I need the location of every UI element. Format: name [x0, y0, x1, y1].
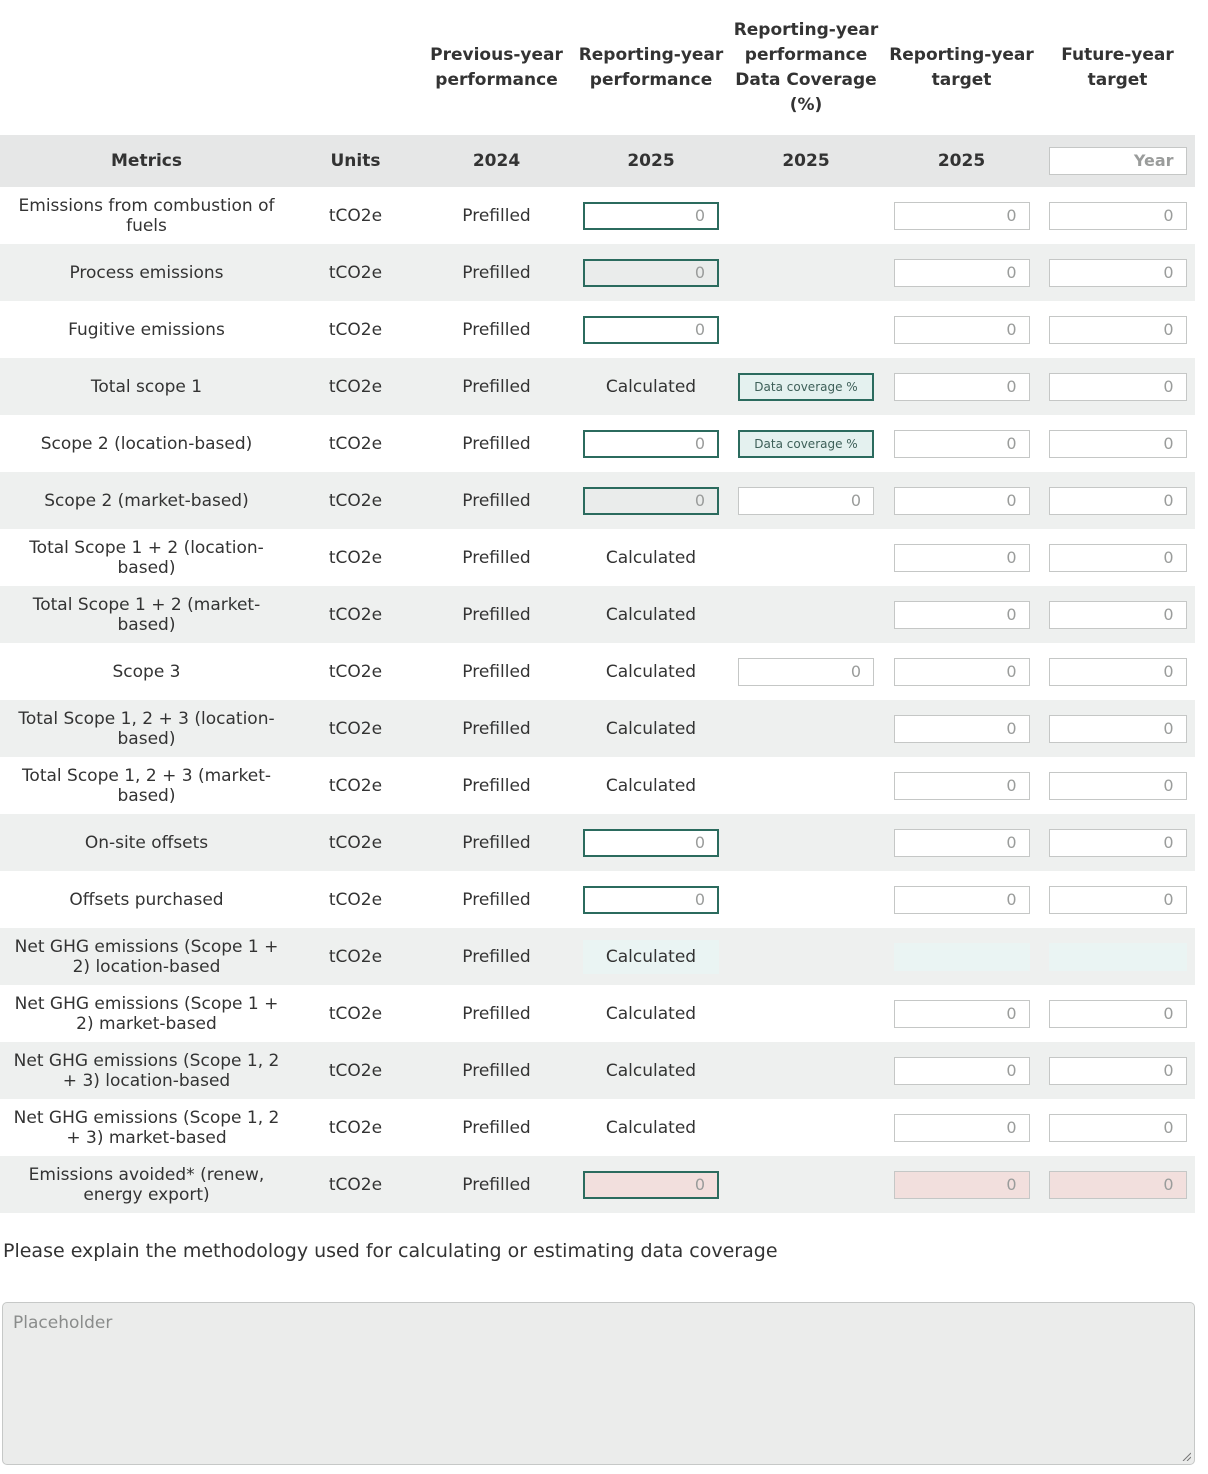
table-row — [0, 415, 1195, 472]
future-year-target-cell — [1040, 1099, 1195, 1156]
unit-label: tCO2e — [328, 319, 383, 340]
future-year-target-input[interactable]: 0 — [1049, 772, 1187, 800]
future-year-target-cell — [1040, 187, 1195, 244]
previous-year-value: Prefilled — [462, 490, 531, 511]
table-row — [0, 187, 1195, 244]
metric-name: Emissions avoided* (renew, energy export) — [28, 1164, 265, 1205]
coverage-cell — [730, 358, 882, 415]
coverage-cell — [730, 472, 882, 529]
unit-label: tCO2e — [328, 1003, 383, 1024]
reporting-year-target-input[interactable]: 0 — [894, 658, 1030, 686]
unit-label: tCO2e — [328, 547, 383, 568]
future-year-target-cell — [1040, 415, 1195, 472]
metric-name: Net GHG emissions (Scope 1 + 2) market-based — [14, 993, 279, 1034]
reporting-year-cell — [575, 529, 727, 586]
future-year-target-input[interactable]: 0 — [1049, 487, 1187, 515]
calculated-value: Calculated — [605, 1003, 697, 1024]
year-row — [0, 135, 1195, 187]
reporting-year-target-cell — [885, 1042, 1038, 1099]
table-row — [0, 643, 1195, 700]
future-year-target-input[interactable]: 0 — [1049, 658, 1187, 686]
future-year-target-input[interactable]: 0 — [1049, 430, 1187, 458]
reporting-year-cell — [575, 871, 727, 928]
reporting-year-target-input[interactable]: 0 — [894, 259, 1030, 287]
table-row — [0, 529, 1195, 586]
reporting-year-cell — [575, 244, 727, 301]
coverage-cell — [730, 586, 882, 643]
metric-name: On-site offsets — [84, 832, 209, 853]
future-year-target-cell — [1040, 757, 1195, 814]
unit-label: tCO2e — [328, 1174, 383, 1195]
table-row — [0, 1099, 1195, 1156]
previous-year-value: Prefilled — [462, 433, 531, 454]
table-row — [0, 586, 1195, 643]
reporting-year-target-input[interactable]: 0 — [894, 829, 1030, 857]
previous-year-value: Prefilled — [462, 1060, 531, 1081]
reporting-year-target-input[interactable]: 0 — [894, 772, 1030, 800]
header-previous-year-performance: Previous-year performance — [430, 44, 563, 90]
previous-year-value: Prefilled — [462, 718, 531, 739]
unit-label: tCO2e — [328, 718, 383, 739]
calculated-value: Calculated — [605, 775, 697, 796]
calculated-value: Calculated — [583, 940, 719, 974]
reporting-year-cell — [575, 301, 727, 358]
metric-name: Emissions from combustion of fuels — [18, 195, 275, 236]
metrics-column-label: Metrics — [111, 151, 182, 171]
reporting-year-target-input[interactable]: 0 — [894, 886, 1030, 914]
future-year-target-cell — [1040, 985, 1195, 1042]
future-year-target-input[interactable]: 0 — [1049, 1114, 1187, 1142]
previous-year-value: Prefilled — [462, 1174, 531, 1195]
coverage-cell — [730, 1042, 882, 1099]
previous-year-label: 2024 — [472, 151, 521, 171]
reporting-year-target-input[interactable]: 0 — [894, 601, 1030, 629]
reporting-year-cell — [575, 1099, 727, 1156]
reporting-year-target-input[interactable]: 0 — [894, 715, 1030, 743]
future-year-target-input[interactable]: 0 — [1049, 886, 1187, 914]
calculated-value: Calculated — [605, 661, 697, 682]
reporting-year-target-input[interactable]: 0 — [894, 1171, 1030, 1199]
unit-label: tCO2e — [328, 832, 383, 853]
coverage-cell — [730, 871, 882, 928]
table-row — [0, 358, 1195, 415]
reporting-year-cell — [575, 700, 727, 757]
unit-label: tCO2e — [328, 433, 383, 454]
reporting-year-target-input[interactable]: 0 — [894, 487, 1030, 515]
reporting-year-target-cell — [885, 1156, 1038, 1213]
unit-label: tCO2e — [328, 490, 383, 511]
data-coverage-input[interactable]: Data coverage % — [738, 373, 874, 401]
reporting-year-input[interactable]: 0 — [583, 430, 719, 458]
unit-label: tCO2e — [328, 1117, 383, 1138]
unit-label: tCO2e — [328, 604, 383, 625]
reporting-year-cell — [575, 586, 727, 643]
reporting-year-cell — [575, 757, 727, 814]
units-column-label: Units — [330, 151, 381, 171]
reporting-year-cell — [575, 928, 727, 985]
reporting-year-target-cell — [885, 700, 1038, 757]
reporting-year-target-cell — [885, 472, 1038, 529]
table-row — [0, 928, 1195, 985]
reporting-year-input[interactable]: 0 — [583, 259, 719, 287]
reporting-year-label: 2025 — [627, 151, 675, 171]
reporting-year-input[interactable]: 0 — [583, 1171, 719, 1199]
coverage-cell — [730, 928, 882, 985]
table-row — [0, 1156, 1195, 1213]
unit-label: tCO2e — [328, 661, 383, 682]
coverage-cell — [730, 529, 882, 586]
column-headers — [0, 0, 1195, 135]
previous-year-value: Prefilled — [462, 1117, 531, 1138]
previous-year-value: Prefilled — [462, 205, 531, 226]
reporting-year-target-input[interactable]: 0 — [894, 316, 1030, 344]
reporting-year-target-input[interactable]: 0 — [894, 202, 1030, 230]
future-year-target-input[interactable]: 0 — [1049, 259, 1187, 287]
future-year-target-cell — [1040, 358, 1195, 415]
table-row — [0, 700, 1195, 757]
calculated-value: Calculated — [605, 604, 697, 625]
coverage-year-label: 2025 — [782, 151, 830, 171]
resize-handle-icon[interactable] — [1181, 1451, 1191, 1461]
unit-label: tCO2e — [328, 775, 383, 796]
data-coverage-input[interactable]: Data coverage % — [738, 430, 874, 458]
coverage-cell — [730, 643, 882, 700]
calculated-value: Calculated — [605, 1117, 697, 1138]
table-row — [0, 244, 1195, 301]
reporting-year-target-cell — [885, 244, 1038, 301]
previous-year-value: Prefilled — [462, 262, 531, 283]
metric-name: Scope 3 — [112, 661, 181, 682]
metric-name: Total Scope 1, 2 + 3 (market-based) — [21, 765, 272, 806]
table-row — [0, 472, 1195, 529]
coverage-cell — [730, 415, 882, 472]
metric-name: Fugitive emissions — [68, 319, 225, 340]
future-year-target-input[interactable]: 0 — [1049, 1000, 1187, 1028]
future-year-target-input[interactable]: 0 — [1049, 601, 1187, 629]
metric-name: Total Scope 1 + 2 (market-based) — [32, 594, 261, 635]
previous-year-value: Prefilled — [462, 661, 531, 682]
reporting-year-target-cell — [885, 529, 1038, 586]
reporting-year-target-cell — [885, 187, 1038, 244]
methodology-placeholder: Placeholder — [13, 1313, 113, 1333]
previous-year-value: Prefilled — [462, 832, 531, 853]
metric-name: Net GHG emissions (Scope 1, 2 + 3) market-based — [13, 1107, 280, 1148]
table-row — [0, 814, 1195, 871]
unit-label: tCO2e — [328, 889, 383, 910]
target-year-label: 2025 — [937, 151, 986, 171]
metric-name: Net GHG emissions (Scope 1, 2 + 3) location-based — [13, 1050, 280, 1091]
table-row — [0, 871, 1195, 928]
coverage-cell — [730, 814, 882, 871]
future-year-target-input[interactable]: 0 — [1049, 1171, 1187, 1199]
reporting-year-target-cell — [885, 586, 1038, 643]
coverage-cell — [730, 1156, 882, 1213]
reporting-year-target-cell — [885, 928, 1038, 985]
future-year-target-cell — [1040, 1042, 1195, 1099]
metric-name: Process emissions — [69, 262, 224, 283]
reporting-year-cell — [575, 643, 727, 700]
emissions-table — [0, 135, 1195, 1213]
data-coverage-input[interactable]: 0 — [738, 658, 874, 686]
future-year-target-cell — [1040, 529, 1195, 586]
reporting-year-target-cell — [885, 415, 1038, 472]
calculated-value: Calculated — [605, 718, 697, 739]
previous-year-value: Prefilled — [462, 604, 531, 625]
table-row — [0, 985, 1195, 1042]
future-year-target-cell — [1040, 244, 1195, 301]
future-year-target-input[interactable]: 0 — [1049, 829, 1187, 857]
reporting-year-target-cell — [885, 871, 1038, 928]
future-year-target-cell — [1040, 643, 1195, 700]
future-year-target-cell — [1040, 814, 1195, 871]
metric-name: Scope 2 (market-based) — [44, 490, 249, 511]
header-reporting-year-performance: Reporting-year performance — [578, 44, 724, 90]
coverage-cell — [730, 757, 882, 814]
reporting-year-target-input[interactable]: 0 — [894, 544, 1030, 572]
reporting-year-target-cell — [885, 301, 1038, 358]
table-row — [0, 1042, 1195, 1099]
future-year-target-input[interactable]: 0 — [1049, 202, 1187, 230]
future-year-target-input[interactable]: 0 — [1049, 316, 1187, 344]
header-future-year-target: Future-year target — [1061, 44, 1174, 90]
header-reporting-year-target: Reporting-year target — [889, 44, 1034, 90]
future-year-target-input[interactable] — [1049, 943, 1187, 971]
reporting-year-target-input[interactable]: 0 — [894, 430, 1030, 458]
metric-name: Scope 2 (location-based) — [40, 433, 253, 454]
unit-label: tCO2e — [328, 376, 383, 397]
reporting-year-cell — [575, 358, 727, 415]
previous-year-value: Prefilled — [462, 946, 531, 967]
reporting-year-target-input[interactable]: 0 — [894, 373, 1030, 401]
future-year-cell — [1040, 135, 1195, 187]
metric-name: Net GHG emissions (Scope 1 + 2) location-based — [14, 936, 279, 977]
reporting-year-target-cell — [885, 757, 1038, 814]
future-year-target-input[interactable]: 0 — [1049, 715, 1187, 743]
reporting-year-input[interactable]: 0 — [583, 202, 719, 230]
future-year-input[interactable]: Year — [1049, 147, 1187, 175]
future-year-target-input[interactable]: 0 — [1049, 1057, 1187, 1085]
table-row — [0, 301, 1195, 358]
previous-year-value: Prefilled — [462, 547, 531, 568]
reporting-year-target-cell — [885, 1099, 1038, 1156]
metric-name: Offsets purchased — [69, 889, 224, 910]
coverage-cell — [730, 985, 882, 1042]
unit-label: tCO2e — [328, 205, 383, 226]
reporting-year-target-input[interactable]: 0 — [894, 1057, 1030, 1085]
coverage-cell — [730, 301, 882, 358]
unit-label: tCO2e — [328, 262, 383, 283]
reporting-year-cell — [575, 187, 727, 244]
reporting-year-target-cell — [885, 814, 1038, 871]
previous-year-value: Prefilled — [462, 889, 531, 910]
future-year-target-input[interactable]: 0 — [1049, 373, 1187, 401]
reporting-year-target-input[interactable] — [894, 943, 1030, 971]
unit-label: tCO2e — [328, 1060, 383, 1081]
future-year-target-cell — [1040, 928, 1195, 985]
previous-year-value: Prefilled — [462, 319, 531, 340]
reporting-year-input[interactable]: 0 — [583, 487, 719, 515]
reporting-year-cell — [575, 415, 727, 472]
header-data-coverage: Reporting-year performance Data Coverage (%) — [733, 19, 879, 115]
calculated-value: Calculated — [605, 376, 697, 397]
future-year-target-cell — [1040, 1156, 1195, 1213]
reporting-year-cell — [575, 472, 727, 529]
reporting-year-target-cell — [885, 985, 1038, 1042]
methodology-textarea[interactable] — [2, 1302, 1195, 1465]
coverage-cell — [730, 244, 882, 301]
metric-name: Total Scope 1 + 2 (location-based) — [29, 537, 264, 578]
coverage-cell — [730, 700, 882, 757]
reporting-year-input[interactable]: 0 — [583, 316, 719, 344]
future-year-target-cell — [1040, 472, 1195, 529]
reporting-year-target-input[interactable]: 0 — [894, 1000, 1030, 1028]
calculated-value: Calculated — [605, 1060, 697, 1081]
previous-year-value: Prefilled — [462, 775, 531, 796]
data-coverage-input[interactable]: 0 — [738, 487, 874, 515]
previous-year-value: Prefilled — [462, 376, 531, 397]
reporting-year-target-cell — [885, 643, 1038, 700]
metric-name: Total scope 1 — [90, 376, 203, 397]
previous-year-value: Prefilled — [462, 1003, 531, 1024]
reporting-year-target-cell — [885, 358, 1038, 415]
future-year-target-cell — [1040, 700, 1195, 757]
reporting-year-cell — [575, 1042, 727, 1099]
reporting-year-input[interactable]: 0 — [583, 829, 719, 857]
reporting-year-cell — [575, 814, 727, 871]
calculated-value: Calculated — [605, 547, 697, 568]
reporting-year-cell — [575, 1156, 727, 1213]
metric-name: Total Scope 1, 2 + 3 (location-based) — [18, 708, 275, 749]
future-year-target-cell — [1040, 871, 1195, 928]
future-year-target-input[interactable]: 0 — [1049, 544, 1187, 572]
methodology-question: Please explain the methodology used for calculating or estimating data coverage — [3, 1240, 778, 1262]
reporting-year-target-input[interactable]: 0 — [894, 1114, 1030, 1142]
reporting-year-input[interactable]: 0 — [583, 886, 719, 914]
coverage-cell — [730, 187, 882, 244]
future-year-target-cell — [1040, 586, 1195, 643]
coverage-cell — [730, 1099, 882, 1156]
unit-label: tCO2e — [328, 946, 383, 967]
future-year-target-cell — [1040, 301, 1195, 358]
table-row — [0, 757, 1195, 814]
reporting-year-cell — [575, 985, 727, 1042]
